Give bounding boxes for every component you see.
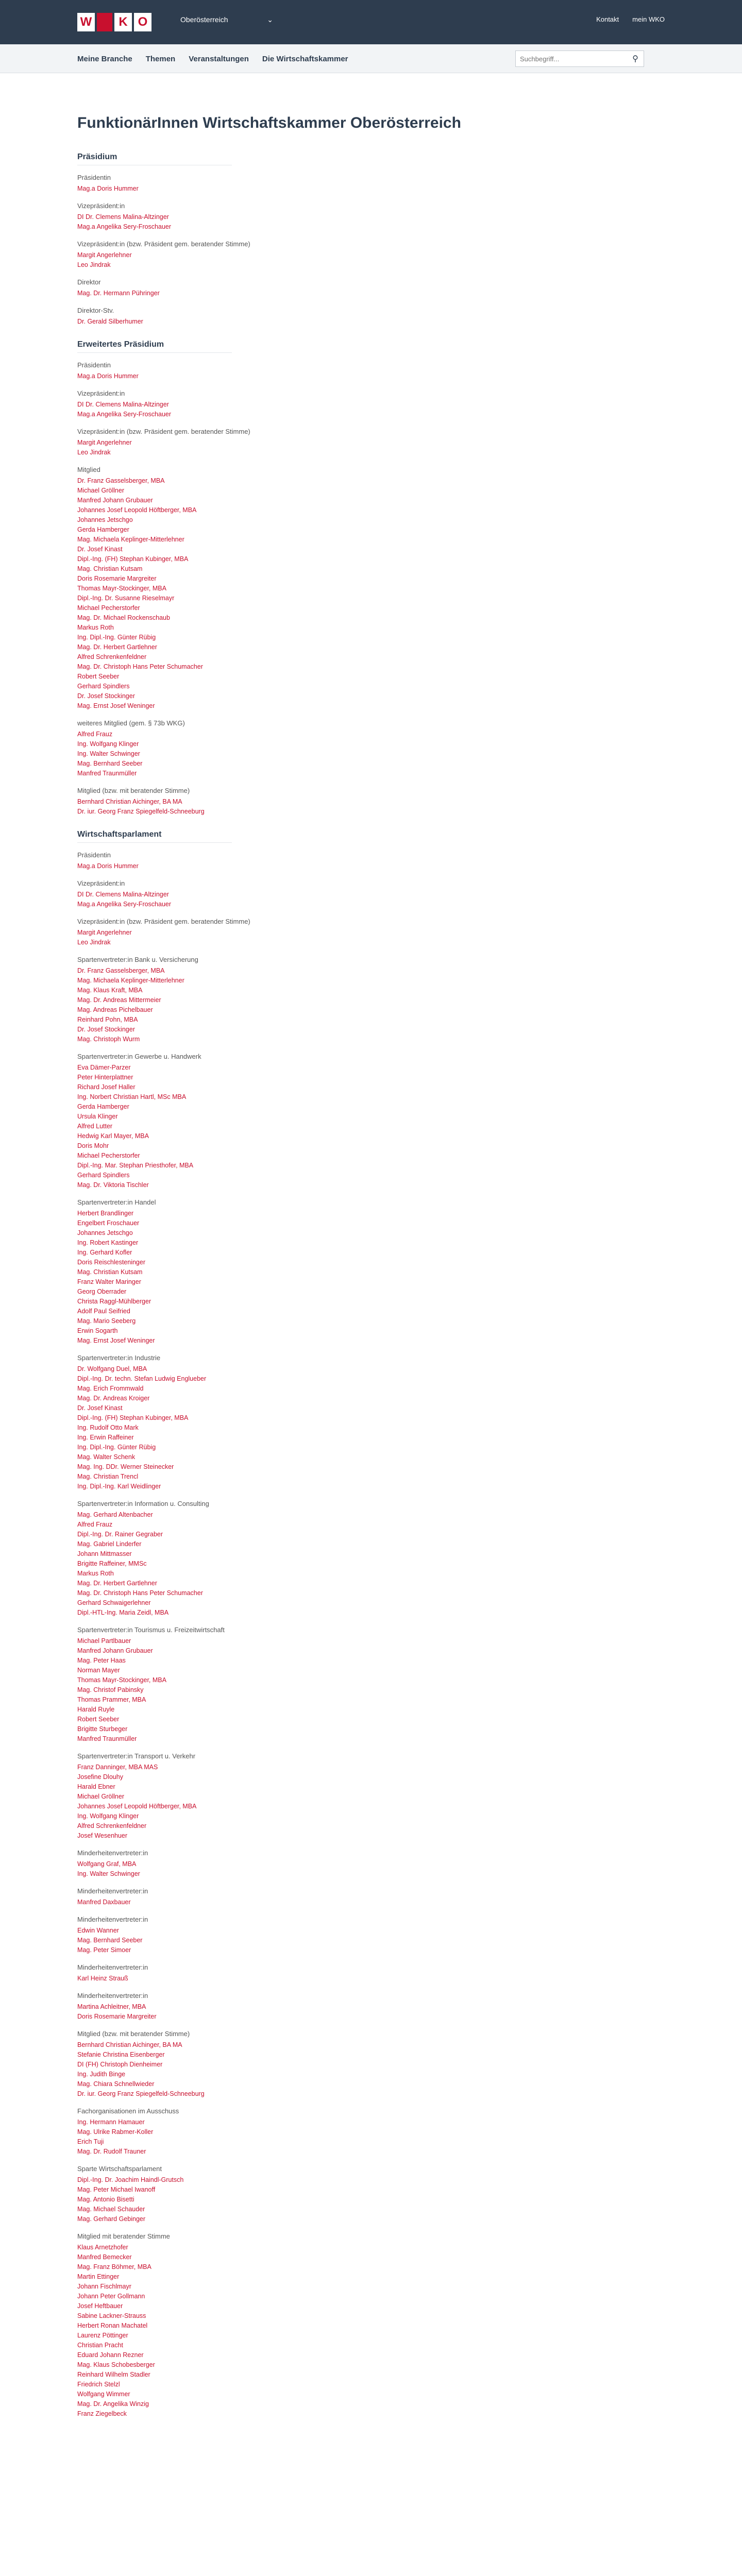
person-link[interactable]: Mag. Dr. Herbert Gartlehner xyxy=(77,643,157,651)
person-link[interactable]: Mag. Walter Schenk xyxy=(77,1453,136,1461)
person-link[interactable]: Manfred Johann Grubauer xyxy=(77,1647,153,1654)
person-link[interactable]: Mag.a Doris Hummer xyxy=(77,185,139,192)
person-link[interactable]: Mag. Klaus Kraft, MBA xyxy=(77,987,143,994)
role-group xyxy=(77,850,742,871)
name-list xyxy=(77,2040,742,2099)
person-link[interactable]: Manfred Bemecker xyxy=(77,2253,132,2261)
person-link[interactable]: Robert Seeber xyxy=(77,673,120,680)
login-link[interactable]: mein WKO xyxy=(632,15,665,23)
person-link[interactable]: Harald Ebner xyxy=(77,1783,115,1790)
logo-red-block xyxy=(97,13,112,31)
name-list xyxy=(77,212,742,232)
person-link[interactable]: Mag. Michaela Keplinger-Mitterlehner xyxy=(77,977,184,984)
person-link[interactable]: Franz Danninger, MBA MAS xyxy=(77,1764,158,1771)
person-link[interactable]: Reinhard Pohn, MBA xyxy=(77,1016,138,1023)
logo-letter-w: W xyxy=(77,13,95,31)
person-link[interactable]: Mag. Christoph Wurm xyxy=(77,1036,140,1043)
person-link[interactable]: Klaus Arnetzhofer xyxy=(77,2244,128,2251)
person-link[interactable]: Peter Hinterplattner xyxy=(77,1074,133,1081)
name-list xyxy=(77,2175,742,2224)
role-group xyxy=(77,917,742,947)
contact-link[interactable]: Kontakt xyxy=(596,15,619,23)
person-link[interactable]: Gerda Hamberger xyxy=(77,1103,129,1110)
person-link[interactable]: Bernhard Christian Aichinger, BA MA xyxy=(77,798,182,805)
person-link[interactable]: Ing. Judith Binge xyxy=(77,2071,126,2078)
role-group xyxy=(77,306,742,327)
name-list xyxy=(77,890,742,909)
person-link[interactable]: Leo Jindrak xyxy=(77,261,111,268)
person-link[interactable]: Mag. Andreas Pichelbauer xyxy=(77,1006,153,1013)
person-link[interactable]: Mag. Dr. Christoph Hans Peter Schumacher xyxy=(77,663,203,670)
nav-item-wirtschaftskammer[interactable]: Die Wirtschaftskammer xyxy=(262,54,348,63)
person-link[interactable]: Wolfgang Wimmer xyxy=(77,2391,130,2398)
role-group xyxy=(77,1625,742,1744)
role-label: Minderheitenvertreter:in xyxy=(77,1849,148,1857)
person-link[interactable]: Engelbert Froschauer xyxy=(77,1219,140,1227)
person-link[interactable]: Alfred Schrenkenfeldner xyxy=(77,653,147,660)
person-link[interactable]: Dipl.-HTL-Ing. Maria Zeidl, MBA xyxy=(77,1609,169,1616)
role-group xyxy=(77,955,742,1044)
role-group xyxy=(77,201,742,232)
person-link[interactable]: Mag. Klaus Schobesberger xyxy=(77,2361,155,2368)
role-group xyxy=(77,427,742,457)
chevron-down-icon: ⌄ xyxy=(267,15,273,24)
person-link[interactable]: Ing. Rudolf Otto Mark xyxy=(77,1424,139,1431)
role-group xyxy=(77,1886,742,1907)
logo-letter-k: K xyxy=(114,13,132,31)
section-title: Erweitertes Präsidium xyxy=(77,340,232,353)
name-list xyxy=(77,1364,742,1492)
role-label: Mitglied (bzw. mit beratender Stimme) xyxy=(77,2030,190,2038)
person-link[interactable]: Ing. Erwin Raffeiner xyxy=(77,1434,134,1441)
name-list xyxy=(77,184,742,194)
top-links xyxy=(596,15,665,23)
role-label: Minderheitenvertreter:in xyxy=(77,1916,148,1923)
person-link[interactable]: Michael Pecherstorfer xyxy=(77,1152,140,1159)
role-label: Vizepräsident:in xyxy=(77,879,125,887)
person-link[interactable]: Georg Oberrader xyxy=(77,1288,127,1295)
person-link[interactable]: Margit Angerlehner xyxy=(77,439,132,446)
person-link[interactable]: Ing. Robert Kastinger xyxy=(77,1239,139,1246)
name-list xyxy=(77,476,742,711)
person-link[interactable]: Franz Ziegelbeck xyxy=(77,2410,127,2417)
person-link[interactable]: Ing. Walter Schwinger xyxy=(77,1870,140,1877)
person-link[interactable]: Stefanie Christina Eisenberger xyxy=(77,2051,165,2058)
person-link[interactable]: Eduard Johann Rezner xyxy=(77,2351,144,2359)
role-group xyxy=(77,360,742,381)
person-link[interactable]: Mag.a Doris Hummer xyxy=(77,862,139,870)
name-list xyxy=(77,928,742,947)
person-link[interactable]: Mag. Dr. Andreas Mittermeier xyxy=(77,996,161,1004)
person-link[interactable]: Dipl.-Ing. (FH) Stephan Kubinger, MBA xyxy=(77,1414,189,1421)
role-label: Präsidentin xyxy=(77,174,111,181)
person-link[interactable]: Gerhard Schwaigerlehner xyxy=(77,1599,151,1606)
person-link[interactable]: Karl Heinz Strauß xyxy=(77,1975,128,1982)
person-link[interactable]: Ing. Hermann Hamauer xyxy=(77,2119,145,2126)
role-label: Spartenvertreter:in Bank u. Versicherung xyxy=(77,956,198,963)
person-link[interactable]: Markus Roth xyxy=(77,624,114,631)
person-link[interactable]: Josef Wesenhuer xyxy=(77,1832,128,1839)
role-group xyxy=(77,1197,742,1346)
person-link[interactable]: Mag. Bernhard Seeber xyxy=(77,1937,143,1944)
person-link[interactable]: Dr. Franz Gasselsberger, MBA xyxy=(77,477,165,484)
name-list xyxy=(77,1974,742,1984)
top-header xyxy=(0,0,742,44)
person-link[interactable]: Mag. Erich Frommwald xyxy=(77,1385,144,1392)
name-list xyxy=(77,371,742,381)
person-link[interactable]: Harald Ruyle xyxy=(77,1706,115,1713)
person-link[interactable]: Mag. Peter Michael Iwanoff xyxy=(77,2186,156,2193)
person-link[interactable]: Alfred Schrenkenfeldner xyxy=(77,1822,147,1829)
person-link[interactable]: Thomas Mayr-Stockinger, MBA xyxy=(77,1676,166,1684)
role-label: Spartenvertreter:in Handel xyxy=(77,1198,156,1206)
role-label: Vizepräsident:in xyxy=(77,389,125,397)
person-link[interactable]: Mag. Dr. Andreas Kroiger xyxy=(77,1395,150,1402)
role-label: Direktor xyxy=(77,278,101,286)
person-link[interactable]: Ing. Dipl.-Ing. Günter Rübig xyxy=(77,634,156,641)
role-label: Minderheitenvertreter:in xyxy=(77,1992,148,1999)
person-link[interactable]: Mag. Dr. Rudolf Trauner xyxy=(77,2148,146,2155)
person-link[interactable]: Edwin Wanner xyxy=(77,1927,119,1934)
name-list xyxy=(77,1762,742,1841)
sections-container xyxy=(77,152,742,2419)
role-group xyxy=(77,1751,742,1841)
section-title: Präsidium xyxy=(77,152,232,165)
role-group xyxy=(77,1052,742,1190)
role-label: Spartenvertreter:in Tourismus u. Freizeitwirtschaft xyxy=(77,1626,225,1634)
person-link[interactable]: Mag. Bernhard Seeber xyxy=(77,760,143,767)
section xyxy=(77,152,742,327)
name-list xyxy=(77,861,742,871)
role-group xyxy=(77,1991,742,2022)
person-link[interactable]: Dipl.-Ing. Dr. Rainer Gegraber xyxy=(77,1531,163,1538)
role-group xyxy=(77,1353,742,1492)
person-link[interactable]: Mag. Gerhard Gebinger xyxy=(77,2215,146,2223)
main-navigation xyxy=(0,44,742,73)
person-link[interactable]: Mag. Ulrike Rabmer-Koller xyxy=(77,2128,154,2136)
page-title: FunktionärInnen Wirtschaftskammer Oberösterreich xyxy=(77,114,461,131)
person-link[interactable]: Mag. Ernst Josef Weninger xyxy=(77,1337,155,1344)
person-link[interactable]: Manfred Johann Grubauer xyxy=(77,497,153,504)
role-label: Mitglied (bzw. mit beratender Stimme) xyxy=(77,787,190,794)
search-input[interactable] xyxy=(516,51,627,66)
person-link[interactable]: Mag. Antonio Bisetti xyxy=(77,2196,134,2203)
person-link[interactable]: Christa Raggl-Mühlberger xyxy=(77,1298,151,1305)
search-box xyxy=(515,50,644,67)
section xyxy=(77,340,742,817)
role-group xyxy=(77,1914,742,1955)
person-link[interactable]: Alfred Frauz xyxy=(77,1521,113,1528)
role-group xyxy=(77,2164,742,2224)
person-link[interactable]: Leo Jindrak xyxy=(77,449,111,456)
person-link[interactable]: Richard Josef Haller xyxy=(77,1083,136,1091)
person-link[interactable]: Dr. iur. Georg Franz Spiegelfeld-Schneeburg xyxy=(77,808,205,815)
person-link[interactable]: Brigitte Sturbeger xyxy=(77,1725,128,1733)
person-link[interactable]: Michael Partlbauer xyxy=(77,1637,131,1645)
person-link[interactable]: DI Dr. Clemens Malina-Altzinger xyxy=(77,401,169,408)
person-link[interactable]: Martina Achleitner, MBA xyxy=(77,2003,146,2010)
person-link[interactable]: Ing. Wolfgang Klinger xyxy=(77,1812,139,1820)
name-list xyxy=(77,400,742,419)
role-label: Fachorganisationen im Ausschuss xyxy=(77,2107,179,2115)
role-label: Vizepräsident:in (bzw. Präsident gem. beratender Stimme) xyxy=(77,240,250,248)
logo-letter-o: O xyxy=(134,13,151,31)
nav-item-themen[interactable]: Themen xyxy=(145,54,176,63)
person-link[interactable]: Christian Pracht xyxy=(77,2342,123,2349)
person-link[interactable]: Ing. Walter Schwinger xyxy=(77,750,140,757)
role-label: Präsidentin xyxy=(77,361,111,369)
person-link[interactable]: Margit Angerlehner xyxy=(77,251,132,259)
person-link[interactable]: Mag.a Angelika Sery-Froschauer xyxy=(77,411,172,418)
person-link[interactable]: Eva Dämer-Parzer xyxy=(77,1064,131,1071)
name-list xyxy=(77,1063,742,1190)
role-label: Vizepräsident:in (bzw. Präsident gem. beratender Stimme) xyxy=(77,918,250,925)
role-label: Minderheitenvertreter:in xyxy=(77,1963,148,1971)
person-link[interactable]: Mag. Mario Seeberg xyxy=(77,1317,136,1325)
person-link[interactable]: Dr. Gerald Silberhumer xyxy=(77,318,143,325)
person-link[interactable]: Mag. Ernst Josef Weninger xyxy=(77,702,155,709)
role-label: Präsidentin xyxy=(77,851,111,859)
person-link[interactable]: Friedrich Stelzl xyxy=(77,2381,120,2388)
person-link[interactable]: Mag.a Angelika Sery-Froschauer xyxy=(77,223,172,230)
name-list xyxy=(77,2243,742,2419)
person-link[interactable]: Markus Roth xyxy=(77,1570,114,1577)
role-group xyxy=(77,2106,742,2157)
person-link[interactable]: Mag. Peter Haas xyxy=(77,1657,126,1664)
person-link[interactable]: Dr. Wolfgang Duel, MBA xyxy=(77,1365,147,1372)
person-link[interactable]: Dipl.-Ing. Mar. Stephan Priesthofer, MBA xyxy=(77,1162,194,1169)
name-list xyxy=(77,2117,742,2157)
person-link[interactable]: Johannes Jetschgo xyxy=(77,1229,133,1236)
role-label: Mitglied xyxy=(77,466,100,473)
person-link[interactable]: Hedwig Karl Mayer, MBA xyxy=(77,1132,149,1140)
person-link[interactable]: Norman Mayer xyxy=(77,1667,120,1674)
role-group xyxy=(77,786,742,817)
name-list xyxy=(77,1209,742,1346)
main-content xyxy=(0,73,742,2576)
person-link[interactable]: DI (FH) Christoph Dienheimer xyxy=(77,2061,163,2068)
role-label: Vizepräsident:in (bzw. Präsident gem. beratender Stimme) xyxy=(77,428,250,435)
person-link[interactable]: Mag. Dr. Michael Rockenschaub xyxy=(77,614,170,621)
person-link[interactable]: Dipl.-Ing. Dr. Susanne Rieselmayr xyxy=(77,595,175,602)
person-link[interactable]: Dipl.-Ing. Dr. Joachim Haindl-Grutsch xyxy=(77,2176,184,2183)
role-group xyxy=(77,1962,742,1984)
person-link[interactable]: Mag. Dr. Viktoria Tischler xyxy=(77,1181,149,1189)
name-list xyxy=(77,2002,742,2022)
person-link[interactable]: Brigitte Raffeiner, MMSc xyxy=(77,1560,147,1567)
person-link[interactable]: Mag. Dr. Hermann Pühringer xyxy=(77,290,160,297)
role-group xyxy=(77,2231,742,2419)
person-link[interactable]: Alfred Lutter xyxy=(77,1123,113,1130)
role-label: Direktor-Stv. xyxy=(77,307,114,314)
person-link[interactable]: Sabine Lackner-Strauss xyxy=(77,2312,146,2319)
person-link[interactable]: Mag. Christian Kutsam xyxy=(77,565,143,572)
person-link[interactable]: Mag. Franz Böhmer, MBA xyxy=(77,2263,151,2270)
person-link[interactable]: Mag. Dr. Herbert Gartlehner xyxy=(77,1580,157,1587)
person-link[interactable]: Mag. Peter Simoer xyxy=(77,1946,131,1954)
person-link[interactable]: Manfred Daxbauer xyxy=(77,1899,131,1906)
nav-item-meine-branche[interactable]: Meine Branche xyxy=(77,54,132,63)
person-link[interactable]: Ing. Dipl.-Ing. Günter Rübig xyxy=(77,1444,156,1451)
role-group xyxy=(77,2029,742,2099)
person-link[interactable]: Mag. Michael Schauder xyxy=(77,2206,145,2213)
role-group xyxy=(77,1499,742,1618)
person-link[interactable]: Erwin Sogarth xyxy=(77,1327,118,1334)
person-link[interactable]: Mag. Christof Pabinsky xyxy=(77,1686,144,1693)
person-link[interactable]: Mag. Ing. DDr. Werner Steinecker xyxy=(77,1463,174,1470)
person-link[interactable]: Ing. Wolfgang Klinger xyxy=(77,740,139,748)
region-selector[interactable] xyxy=(180,15,273,24)
person-link[interactable]: Mag. Gabriel Linderfer xyxy=(77,1540,142,1548)
person-link[interactable]: Dr. iur. Georg Franz Spiegelfeld-Schneeburg xyxy=(77,2090,205,2097)
person-link[interactable]: Michael Pecherstorfer xyxy=(77,604,140,612)
person-link[interactable]: Laurenz Pöttinger xyxy=(77,2332,128,2339)
person-link[interactable]: Johannes Josef Leopold Höftberger, MBA xyxy=(77,1803,197,1810)
person-link[interactable]: Adolf Paul Seifried xyxy=(77,1308,130,1315)
role-group xyxy=(77,277,742,298)
role-label: Mitglied mit beratender Stimme xyxy=(77,2232,170,2240)
role-label: Spartenvertreter:in Gewerbe u. Handwerk xyxy=(77,1053,201,1060)
person-link[interactable]: Dr. Josef Stockinger xyxy=(77,1026,135,1033)
role-group xyxy=(77,239,742,270)
person-link[interactable]: Ing. Gerhard Kofler xyxy=(77,1249,132,1256)
person-link[interactable]: Michael Gröllner xyxy=(77,1793,125,1800)
role-group xyxy=(77,173,742,194)
person-link[interactable]: Manfred Traunmüller xyxy=(77,1735,137,1742)
search-icon[interactable]: ⚲ xyxy=(632,55,638,63)
person-link[interactable]: Ursula Klinger xyxy=(77,1113,118,1120)
role-label: Spartenvertreter:in Industrie xyxy=(77,1354,161,1362)
name-list xyxy=(77,1859,742,1879)
person-link[interactable]: Josef Heftbauer xyxy=(77,2302,123,2310)
name-list xyxy=(77,797,742,817)
person-link[interactable]: Johannes Josef Leopold Höftberger, MBA xyxy=(77,506,197,514)
region-label: Oberösterreich xyxy=(180,15,228,24)
person-link[interactable]: Margit Angerlehner xyxy=(77,929,132,936)
person-link[interactable]: Mag.a Angelika Sery-Froschauer xyxy=(77,901,172,908)
section-title: Wirtschaftsparlament xyxy=(77,830,232,843)
person-link[interactable]: Mag. Christian Kutsam xyxy=(77,1268,143,1276)
person-link[interactable]: Gerhard Spindlers xyxy=(77,1172,130,1179)
role-label: Spartenvertreter:in Transport u. Verkehr xyxy=(77,1752,196,1760)
person-link[interactable]: Doris Reischlesteninger xyxy=(77,1259,146,1266)
wko-logo[interactable] xyxy=(77,13,154,31)
person-link[interactable]: Dr. Josef Kinast xyxy=(77,1404,123,1412)
role-label: weiteres Mitglied (gem. § 73b WKG) xyxy=(77,719,185,727)
name-list xyxy=(77,438,742,457)
person-link[interactable]: Johann Peter Gollmann xyxy=(77,2293,145,2300)
person-link[interactable]: Alfred Frauz xyxy=(77,731,113,738)
person-link[interactable]: Reinhard Wilhelm Stadler xyxy=(77,2371,150,2378)
person-link[interactable]: Gerhard Spindlers xyxy=(77,683,130,690)
role-label: Vizepräsident:in xyxy=(77,202,125,210)
role-label: Sparte Wirtschaftsparlament xyxy=(77,2165,162,2173)
name-list xyxy=(77,317,742,327)
role-group xyxy=(77,878,742,909)
person-link[interactable]: Dr. Franz Gasselsberger, MBA xyxy=(77,967,165,974)
nav-item-veranstaltungen[interactable]: Veranstaltungen xyxy=(189,54,249,63)
person-link[interactable]: Mag. Dr. Christoph Hans Peter Schumacher xyxy=(77,1589,203,1597)
person-link[interactable]: Thomas Prammer, MBA xyxy=(77,1696,146,1703)
person-link[interactable]: Bernhard Christian Aichinger, BA MA xyxy=(77,2041,182,2048)
person-link[interactable]: Gerda Hamberger xyxy=(77,526,129,533)
role-label: Spartenvertreter:in Information u. Consulting xyxy=(77,1500,209,1507)
person-link[interactable]: Robert Seeber xyxy=(77,1716,120,1723)
person-link[interactable]: Dr. Josef Kinast xyxy=(77,546,123,553)
name-list xyxy=(77,1636,742,1744)
name-list xyxy=(77,730,742,778)
section xyxy=(77,830,742,2419)
nav-items xyxy=(77,44,348,73)
name-list xyxy=(77,289,742,298)
person-link[interactable]: Thomas Mayr-Stockinger, MBA xyxy=(77,585,166,592)
person-link[interactable]: Michael Gröllner xyxy=(77,487,125,494)
person-link[interactable]: Johannes Jetschgo xyxy=(77,516,133,523)
person-link[interactable]: Mag. Chiara Schnellwieder xyxy=(77,2080,155,2088)
person-link[interactable]: Johann Fischlmayr xyxy=(77,2283,131,2290)
name-list xyxy=(77,1926,742,1955)
role-group xyxy=(77,1848,742,1879)
person-link[interactable]: Dipl.-Ing. Dr. techn. Stefan Ludwig Englueber xyxy=(77,1375,207,1382)
person-link[interactable]: Mag. Gerhard Altenbacher xyxy=(77,1511,153,1518)
person-link[interactable]: Dipl.-Ing. (FH) Stephan Kubinger, MBA xyxy=(77,555,189,563)
person-link[interactable]: Mag.a Doris Hummer xyxy=(77,372,139,380)
person-link[interactable]: Mag. Christian Trencl xyxy=(77,1473,139,1480)
person-link[interactable]: Martin Ettinger xyxy=(77,2273,120,2280)
person-link[interactable]: Herbert Brandlinger xyxy=(77,1210,134,1217)
person-link[interactable]: Doris Rosemarie Margreiter xyxy=(77,575,157,582)
person-link[interactable]: Franz Walter Maringer xyxy=(77,1278,141,1285)
name-list xyxy=(77,1510,742,1618)
person-link[interactable]: Wolfgang Graf, MBA xyxy=(77,1860,137,1868)
role-group xyxy=(77,388,742,419)
person-link[interactable]: Johann Mittmasser xyxy=(77,1550,132,1557)
name-list xyxy=(77,966,742,1044)
person-link[interactable]: Mag. Michaela Keplinger-Mitterlehner xyxy=(77,536,184,543)
person-link[interactable]: Leo Jindrak xyxy=(77,939,111,946)
person-link[interactable]: DI Dr. Clemens Malina-Altzinger xyxy=(77,213,169,221)
role-label: Minderheitenvertreter:in xyxy=(77,1887,148,1895)
person-link[interactable]: Erich Tuji xyxy=(77,2138,104,2145)
role-group xyxy=(77,465,742,711)
person-link[interactable]: Dr. Josef Stockinger xyxy=(77,692,135,700)
person-link[interactable]: Doris Mohr xyxy=(77,1142,109,1149)
person-link[interactable]: Ing. Dipl.-Ing. Karl Weidlinger xyxy=(77,1483,161,1490)
name-list xyxy=(77,250,742,270)
person-link[interactable]: Ing. Norbert Christian Hartl, MSc MBA xyxy=(77,1093,187,1100)
person-link[interactable]: Herbert Ronan Machatel xyxy=(77,2322,148,2329)
person-link[interactable]: Mag. Dr. Angelika Winzig xyxy=(77,2400,149,2408)
role-group xyxy=(77,718,742,778)
person-link[interactable]: Manfred Traunmüller xyxy=(77,770,137,777)
name-list xyxy=(77,1897,742,1907)
person-link[interactable]: Doris Rosemarie Margreiter xyxy=(77,2013,157,2020)
person-link[interactable]: DI Dr. Clemens Malina-Altzinger xyxy=(77,891,169,898)
person-link[interactable]: Josefine Dlouhy xyxy=(77,1773,123,1781)
